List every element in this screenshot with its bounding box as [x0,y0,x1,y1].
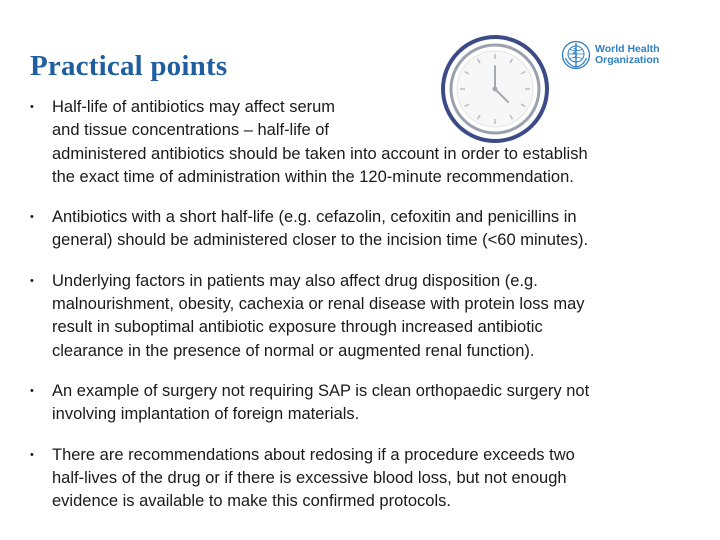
bullet-line: clearance in the presence of normal or augmented renal function). [52,341,535,360]
bullet-line: involving implantation of foreign materials. [52,405,360,424]
bullet-item [30,270,690,363]
bullet-item [30,96,690,189]
bullet-line: evidence is available to make this confirmed protocols. [52,492,451,511]
bullet-line: general) should be administered closer to the incision time (<60 minutes). [52,231,589,250]
bullet-line: An example of surgery not requiring SAP is clean orthopaedic surgery not [52,381,590,400]
bullet-item [30,206,690,253]
who-emblem-icon [561,40,591,70]
who-logo [561,40,660,70]
bullet-item [30,380,690,427]
bullet-item [30,444,690,514]
bullet-line: malnourishment, obesity, cachexia or renal disease with protein loss may [52,295,585,314]
who-logo-text [595,44,660,66]
who-logo-line-1: World Health [595,43,660,55]
bullet-line: result in suboptimal antibiotic exposure through increased antibiotic [52,318,543,337]
bullet-dot: • [30,101,34,113]
bullet-line: half-lives of the drug or if there is excessive blood loss, but not enough [52,468,567,487]
bullet-line: administered antibiotics should be taken into account in order to establish [52,144,588,163]
bullet-dot: • [30,211,34,224]
slide-title: Practical points [30,50,228,82]
bullet-dot: • [30,448,34,461]
bullet-dot: • [30,384,34,397]
bullet-line: and tissue concentrations – half-life of [52,121,329,140]
bullet-line: There are recommendations about redosing if a procedure exceeds two [52,445,575,464]
bullet-line: Antibiotics with a short half-life (e.g. cefazolin, cefoxitin and penicillins in [52,208,577,227]
bullet-line: the exact time of administration within the 120-minute recommendation. [52,167,574,186]
who-logo-line-2: Organization [595,54,660,66]
bullet-list [30,96,690,530]
bullet-dot: • [30,274,34,287]
bullet-line: Half-life of antibiotics may affect serum [52,98,336,116]
bullet-line: Underlying factors in patients may also affect drug disposition (e.g. [52,271,538,290]
